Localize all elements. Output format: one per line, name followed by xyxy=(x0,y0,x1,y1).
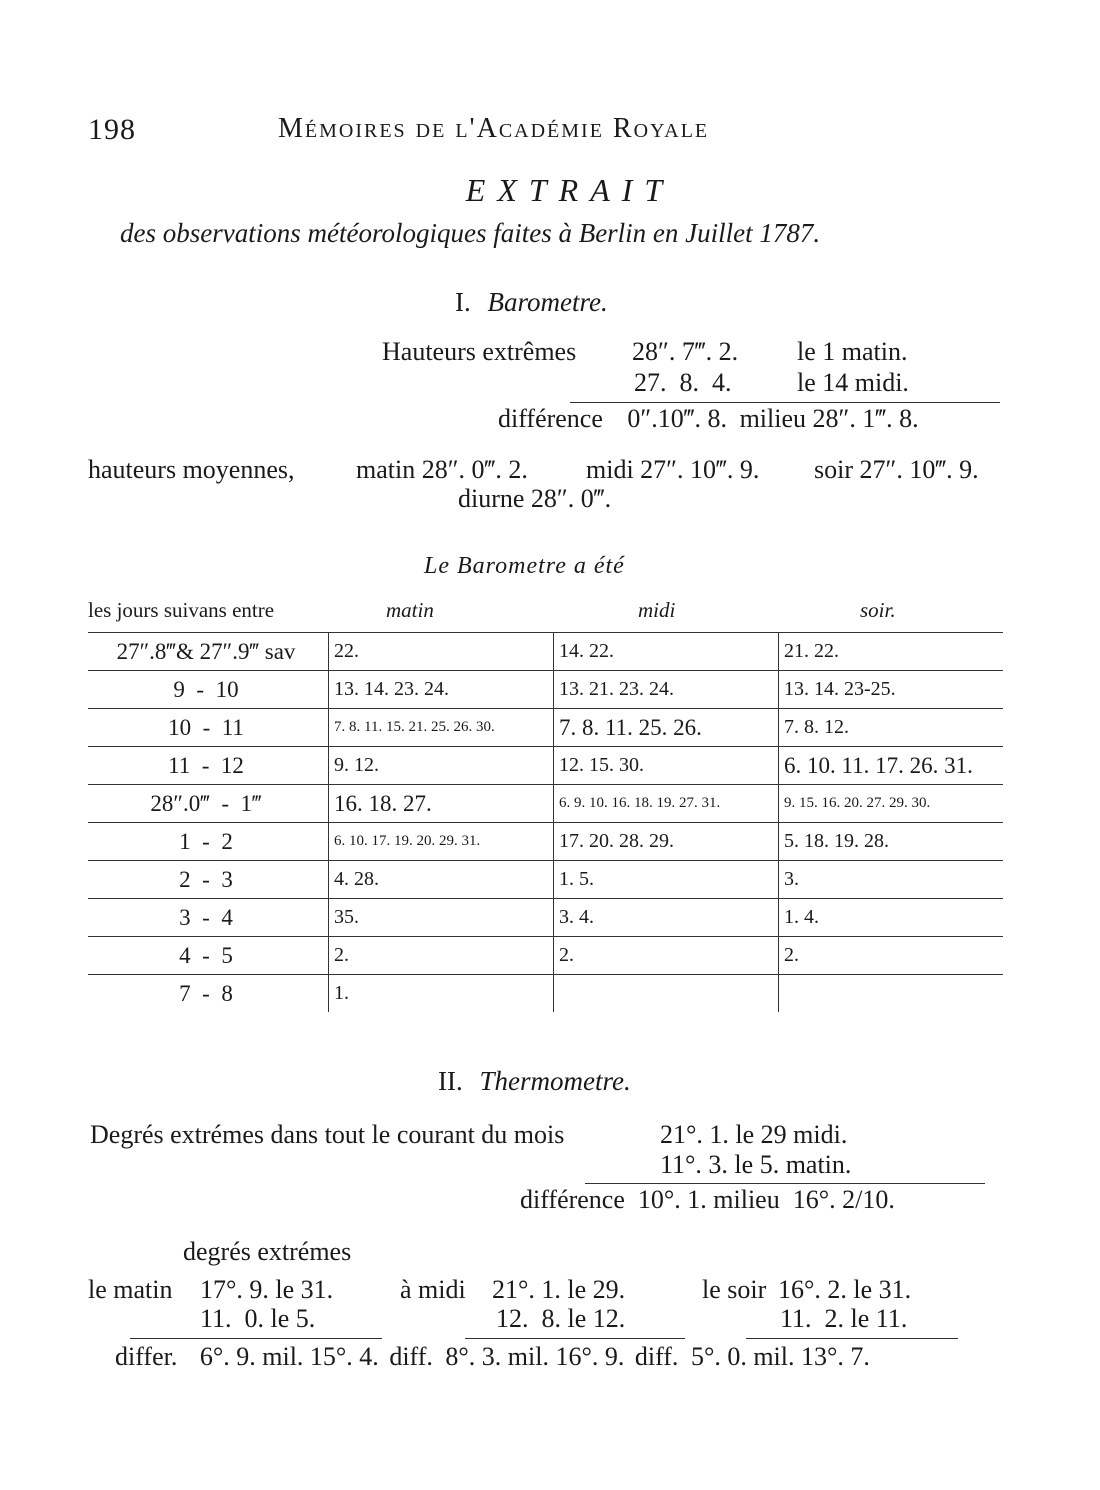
soir-cell: 13. 14. 23-25. xyxy=(778,671,1009,708)
midi-cell xyxy=(553,975,781,1012)
moyenne-diurne: diurne 28″. 0‴. xyxy=(458,484,612,513)
table-row xyxy=(88,822,1003,860)
midi-high: 21°. 1. le 29. xyxy=(492,1275,626,1304)
midi-cell: 13. 21. 23. 24. xyxy=(553,671,781,708)
table-row xyxy=(88,898,1003,936)
section-number: I. xyxy=(455,287,471,317)
midi-cell: 17. 20. 28. 29. xyxy=(553,823,781,860)
table-row xyxy=(88,632,1003,670)
running-head: Mémoires de l'Académie Royale xyxy=(278,113,710,144)
thermo-extreme-high: 21°. 1. le 29 midi. xyxy=(660,1120,848,1149)
difference-line xyxy=(498,404,919,434)
section-heading-barometre xyxy=(455,287,608,318)
table-row xyxy=(88,936,1003,974)
differ-label: differ. xyxy=(115,1342,178,1371)
moyenne-matin: matin 28″. 0‴. 2. xyxy=(356,455,528,484)
page-number: 198 xyxy=(88,113,136,146)
difference-label: différence xyxy=(498,404,603,433)
matin-cell: 22. xyxy=(328,633,556,670)
extreme-high-value: 28″. 7‴. 2. xyxy=(632,337,739,366)
table-row xyxy=(88,784,1003,822)
matin-cell: 13. 14. 23. 24. xyxy=(328,671,556,708)
range-cell: 3 - 4 xyxy=(179,905,233,930)
range-cell: 28″.0‴ - 1‴ xyxy=(150,791,262,816)
soir-high: 16°. 2. le 31. xyxy=(778,1275,912,1304)
matin-cell: 7. 8. 11. 15. 21. 25. 26. 30. xyxy=(328,709,556,746)
midi-low: 12. 8. le 12. xyxy=(496,1304,626,1333)
range-cell: 1 - 2 xyxy=(179,829,233,854)
section-heading-thermometre xyxy=(438,1066,631,1097)
soir-label: le soir xyxy=(702,1275,767,1304)
matin-low: 11. 0. le 5. xyxy=(200,1304,316,1333)
sum-rule xyxy=(570,402,1000,403)
soir-low: 11. 2. le 11. xyxy=(780,1304,908,1333)
matin-cell: 6. 10. 17. 19. 20. 29. 31. xyxy=(328,823,556,860)
differ-soir: 5°. 0. mil. 13°. 7. xyxy=(690,1342,870,1371)
moyenne-soir: soir 27″. 10‴. 9. xyxy=(814,455,979,484)
extremes-label: Hauteurs extrêmes xyxy=(382,337,577,366)
sum-rule xyxy=(465,1338,685,1339)
differ-matin: 6°. 9. mil. 15°. 4. xyxy=(199,1342,379,1371)
midi-label: à midi xyxy=(400,1275,466,1304)
midi-cell: 14. 22. xyxy=(553,633,781,670)
soir-cell: 9. 15. 16. 20. 27. 29. 30. xyxy=(778,785,1009,822)
column-header-soir: soir. xyxy=(860,598,896,622)
soir-cell: 5. 18. 19. 28. xyxy=(778,823,1009,860)
sum-rule xyxy=(585,1183,985,1184)
matin-cell: 16. 18. 27. xyxy=(328,785,556,822)
matin-label: le matin xyxy=(88,1275,173,1304)
differ-midi: 8°. 3. mil. 16°. 9. xyxy=(445,1342,625,1371)
matin-cell: 4. 28. xyxy=(328,861,556,898)
table-row xyxy=(88,746,1003,784)
diff-label: diff. xyxy=(634,1342,679,1371)
soir-cell: 6. 10. 11. 17. 26. 31. xyxy=(778,747,1009,784)
range-cell: 11 - 12 xyxy=(168,753,244,778)
midi-cell: 3. 4. xyxy=(553,899,781,936)
difference-value: 0″.10‴. 8. xyxy=(627,404,728,433)
table-row xyxy=(88,860,1003,898)
thermo-extreme-low: 11°. 3. le 5. matin. xyxy=(660,1150,852,1179)
table-caption: Le Barometre a été xyxy=(424,553,625,579)
soir-cell xyxy=(778,975,1009,1012)
section-title: Barometre. xyxy=(487,287,608,317)
table-row xyxy=(88,974,1003,1012)
table-header xyxy=(88,596,1003,632)
midi-cell: 2. xyxy=(553,937,781,974)
thermo-extremes-label: Degrés extrémes dans tout le courant du mois xyxy=(90,1120,565,1149)
document-title: EXTRAIT xyxy=(465,172,675,208)
matin-cell: 35. xyxy=(328,899,556,936)
table-row xyxy=(88,708,1003,746)
milieu-label: milieu xyxy=(739,404,806,433)
section-title: Thermometre. xyxy=(479,1066,631,1096)
diff-label: diff. xyxy=(389,1342,433,1371)
differ-row xyxy=(115,1342,870,1372)
range-cell: 4 - 5 xyxy=(179,943,233,968)
midi-cell: 1. 5. xyxy=(553,861,781,898)
extreme-low-value: 27. 8. 4. xyxy=(634,368,732,397)
soir-cell: 7. 8. 12. xyxy=(778,709,1009,746)
barometre-table xyxy=(88,596,1003,1012)
soir-cell: 3. xyxy=(778,861,1009,898)
extreme-low-when: le 14 midi. xyxy=(797,368,909,397)
sum-rule xyxy=(746,1338,958,1339)
matin-cell: 9. 12. xyxy=(328,747,556,784)
degres-extremes-label: degrés extrémes xyxy=(183,1237,352,1266)
range-cell: 27″.8‴& 27″.9‴ sav xyxy=(116,639,296,664)
sum-rule xyxy=(130,1338,382,1339)
milieu-value: 28″. 1‴. 8. xyxy=(812,404,919,433)
midi-cell: 6. 9. 10. 16. 18. 19. 27. 31. xyxy=(553,785,781,822)
soir-cell: 1. 4. xyxy=(778,899,1009,936)
column-header-matin: matin xyxy=(386,598,434,622)
range-cell: 10 - 11 xyxy=(168,715,244,740)
matin-cell: 2. xyxy=(328,937,556,974)
moyenne-midi: midi 27″. 10‴. 9. xyxy=(586,455,760,484)
section-number: II. xyxy=(438,1066,463,1096)
extreme-high-when: le 1 matin. xyxy=(797,337,908,366)
table-row xyxy=(88,670,1003,708)
column-header-midi: midi xyxy=(638,598,676,622)
column-header-range: les jours suivans entre xyxy=(88,598,275,622)
midi-cell: 7. 8. 11. 25. 26. xyxy=(553,709,781,746)
range-cell: 2 - 3 xyxy=(179,867,233,892)
matin-high: 17°. 9. le 31. xyxy=(200,1275,334,1304)
thermo-difference: différence 10°. 1. milieu 16°. 2/10. xyxy=(520,1185,895,1214)
soir-cell: 2. xyxy=(778,937,1009,974)
matin-cell: 1. xyxy=(328,975,556,1012)
soir-cell: 21. 22. xyxy=(778,633,1009,670)
moyennes-label: hauteurs moyennes, xyxy=(88,455,295,484)
midi-cell: 12. 15. 30. xyxy=(553,747,781,784)
document-subtitle: des observations météorologiques faites à Berlin en Juillet 1787. xyxy=(120,218,821,248)
range-cell: 7 - 8 xyxy=(179,981,233,1006)
range-cell: 9 - 10 xyxy=(173,677,239,702)
